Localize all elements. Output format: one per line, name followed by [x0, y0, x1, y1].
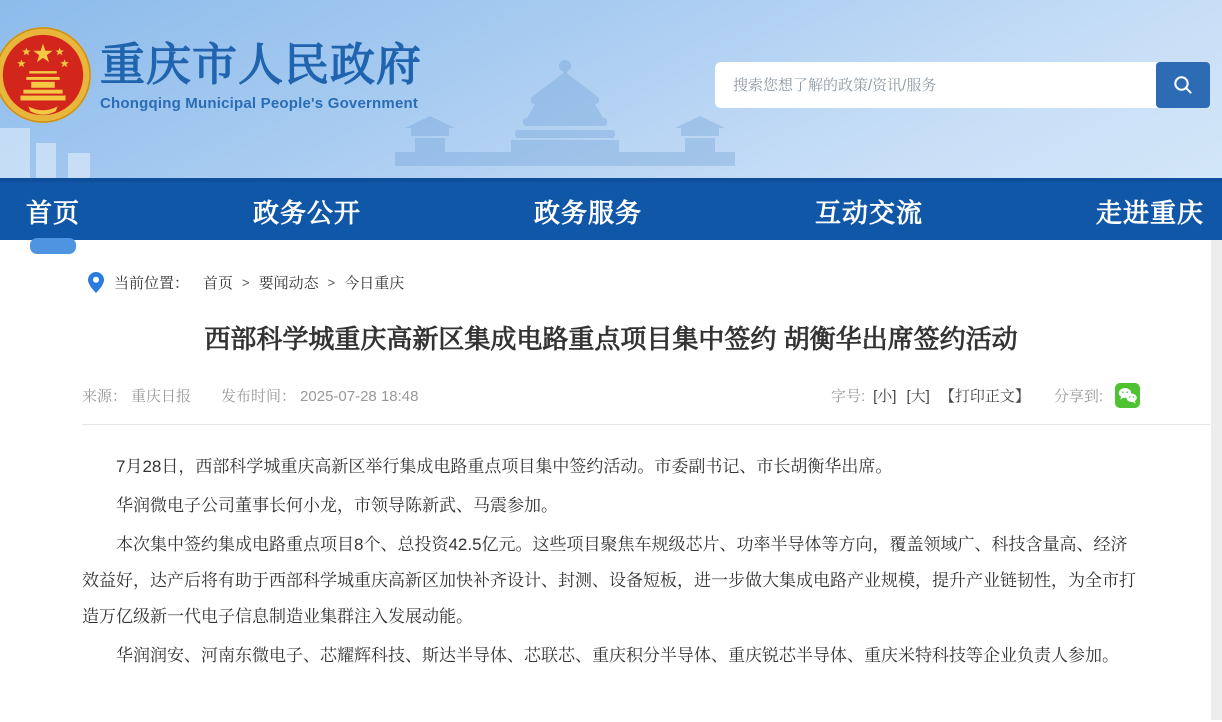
- publish-time-value: 2025-07-28 18:48: [300, 388, 419, 405]
- article-paragraph: 本次集中签约集成电路重点项目8个、总投资42.5亿元。这些项目聚焦车规级芯片、功率半导体等方向，覆盖领域广、科技含量高、经济效益好，达产后将有助于西部科学城重庆高新区加快补齐设计、封测、设备短板，进一步做大集成电路产业规模，提升产业链韧性，为全市打造万亿级新一代电子信息制造业集群注入发展动能。: [82, 535, 1136, 626]
- site-header: [0, 0, 1222, 178]
- font-larger-button[interactable]: [大]: [906, 388, 930, 405]
- site-title: 重庆市人民政府: [100, 38, 423, 90]
- article-meta-left: [82, 385, 422, 406]
- search-button[interactable]: [1156, 62, 1210, 108]
- location-pin-icon: [88, 272, 104, 293]
- nav-item-label: 走进重庆: [1095, 197, 1204, 228]
- nav-item-home[interactable]: [22, 193, 84, 230]
- search-icon: [1172, 74, 1194, 96]
- article-paragraph: 7月28日，西部科学城重庆高新区举行集成电路重点项目集中签约活动。市委副书记、市长胡衡华出席。: [116, 457, 893, 476]
- search-bar: [715, 62, 1210, 108]
- breadcrumb-separator: >: [242, 275, 250, 290]
- font-size-label: 字号:: [830, 388, 866, 405]
- great-hall-silhouette-icon: [385, 58, 745, 170]
- source-value: 重庆日报: [131, 388, 192, 405]
- active-tab-indicator: [30, 238, 76, 254]
- breadcrumb-item-today-chongqing[interactable]: 今日重庆: [344, 275, 405, 292]
- breadcrumb: [88, 240, 1222, 293]
- article-body: [82, 449, 1140, 674]
- nav-item-label: 互动交流: [814, 197, 923, 228]
- nav-item-gov-services[interactable]: [530, 193, 646, 230]
- breadcrumb-label: 当前位置：: [114, 275, 190, 292]
- breadcrumb-item-news[interactable]: 要闻动态: [258, 275, 319, 292]
- font-smaller-button[interactable]: [小]: [873, 388, 897, 405]
- article-paragraph: 华润润安、河南东微电子、芯耀辉科技、斯达半导体、芯联芯、重庆积分半导体、重庆锐芯半导体、重庆米特科技等企业负责人参加。: [116, 646, 1119, 665]
- print-button[interactable]: 【打印正文】: [939, 388, 1030, 405]
- nav-item-about-chongqing[interactable]: [1092, 193, 1208, 230]
- main-nav: [0, 178, 1222, 240]
- scrollbar[interactable]: [1211, 240, 1222, 720]
- source-label: 来源：: [82, 388, 128, 405]
- nav-item-interaction[interactable]: [811, 193, 927, 230]
- nav-item-label: 政务公开: [252, 197, 361, 228]
- publish-time-label: 发布时间：: [221, 388, 297, 405]
- search-input[interactable]: [715, 62, 1156, 108]
- nav-item-label: 政务服务: [533, 197, 642, 228]
- site-brand: [0, 26, 422, 124]
- article-meta-right: [831, 383, 1140, 408]
- main-content: [0, 240, 1222, 720]
- breadcrumb-item-home[interactable]: 首页: [203, 275, 234, 292]
- article-paragraph: 华润微电子公司董事长何小龙，市领导陈新武、马震参加。: [116, 496, 558, 515]
- nav-item-label: 首页: [26, 197, 81, 228]
- nav-item-gov-info[interactable]: [249, 193, 365, 230]
- wechat-share-button[interactable]: [1115, 383, 1140, 408]
- article-title: 西部科学城重庆高新区集成电路重点项目集中签约 胡衡华出席签约活动: [204, 324, 1018, 354]
- site-subtitle: Chongqing Municipal People's Government: [100, 94, 419, 112]
- national-emblem-icon: [0, 26, 92, 124]
- share-label: 分享到:: [1053, 388, 1103, 405]
- article-meta: [82, 383, 1140, 408]
- breadcrumb-separator: >: [327, 275, 336, 290]
- wechat-icon: [1115, 383, 1140, 408]
- meta-divider: [82, 424, 1210, 425]
